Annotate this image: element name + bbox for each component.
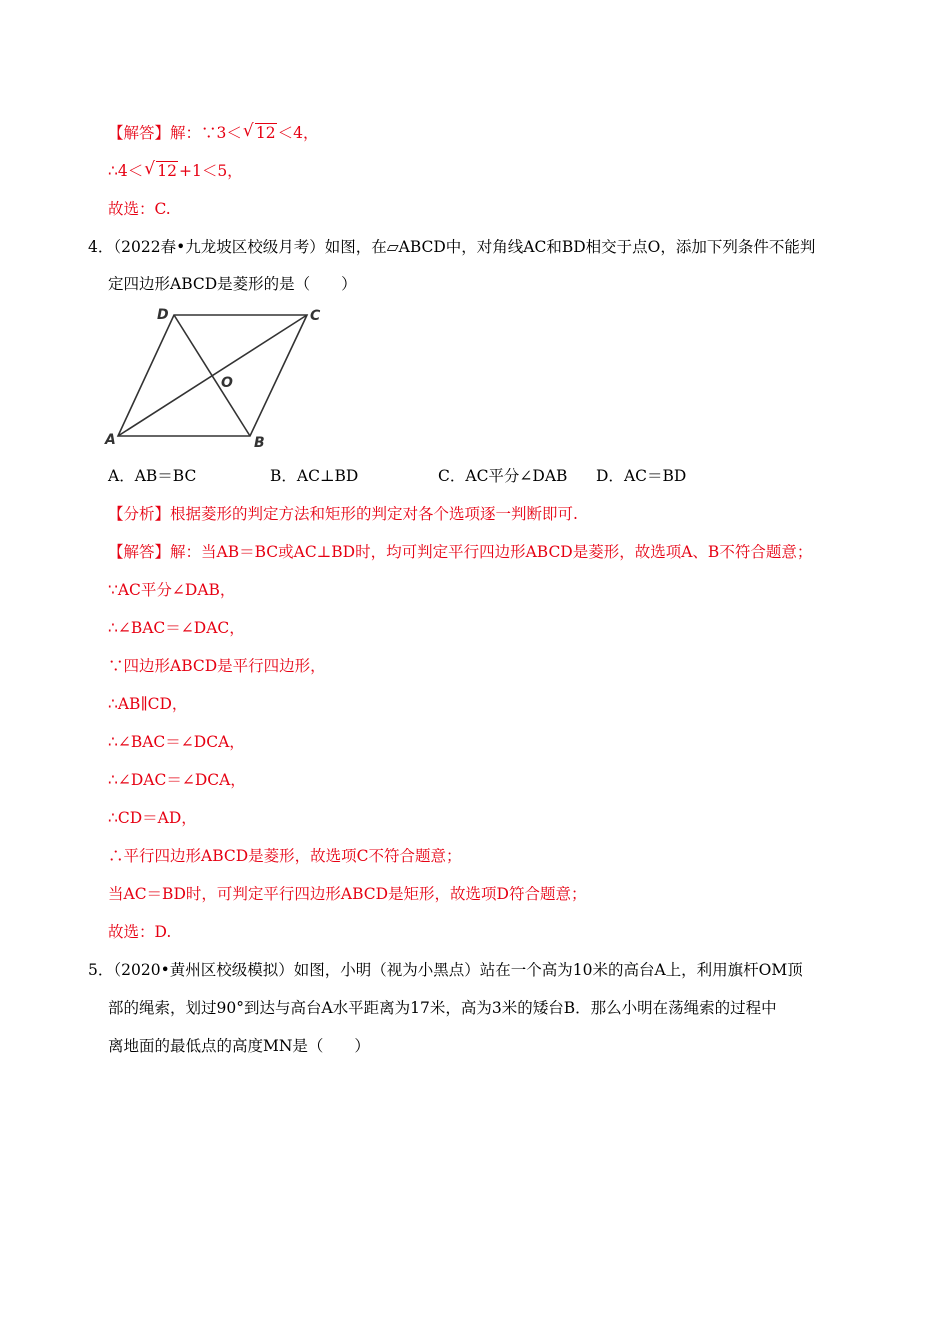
q5-stem-line-3: 离地面的最低点的高度MN是（ ） bbox=[108, 1037, 370, 1055]
prev-answer-line-1: 【解答】解：∵3＜ √ 12 ＜4， bbox=[108, 121, 318, 145]
q4-solution-line: ∵AC平分∠DAB， bbox=[108, 581, 236, 599]
label-a: A bbox=[105, 432, 116, 448]
sqrt-expression: √ 12 bbox=[242, 121, 276, 142]
q4-solution-line: ∴平行四边形ABCD是菱形，故选项C不符合题意； bbox=[108, 847, 462, 865]
option-a[interactable]: A．AB＝BC bbox=[108, 467, 197, 485]
option-d[interactable]: D．AC＝BD bbox=[596, 467, 687, 485]
q4-solution-line: ∴∠BAC＝∠DAC， bbox=[108, 619, 245, 637]
prev-answer-choice: 故选：C. bbox=[108, 200, 171, 218]
prev-answer-line-2: ∴4＜ √ 12 +1＜5， bbox=[108, 159, 243, 183]
sqrt-expression: √ 12 bbox=[144, 159, 177, 180]
q4-analysis: 【分析】根据菱形的判定方法和矩形的判定对各个选项逐一判断即可. bbox=[108, 505, 578, 523]
q4-stem-line-2: 定四边形ABCD是菱形的是（ ） bbox=[108, 275, 357, 293]
q4-solution-line: 当AC＝BD时，可判定平行四边形ABCD是矩形，故选项D符合题意； bbox=[108, 885, 587, 903]
q4-solution-line: 【解答】解：当AB＝BC或AC⊥BD时，均可判定平行四边形ABCD是菱形，故选项A、B不符合题意； bbox=[108, 543, 813, 561]
q5-stem-line-1: 5．（2020•黄州区校级模拟）如图，小明（视为小黑点）站在一个高为10米的高台A上，利用旗杆OM顶 bbox=[88, 961, 803, 979]
q4-solution-line: ∴AB∥CD， bbox=[108, 695, 188, 713]
q5-number: 5． bbox=[88, 961, 114, 979]
label-b: B bbox=[254, 435, 265, 451]
q4-solution-line: ∵四边形ABCD是平行四边形， bbox=[108, 657, 326, 675]
label-c: C bbox=[310, 308, 321, 324]
parallelogram-diagram bbox=[104, 302, 334, 452]
q4-solution-line: ∴∠BAC＝∠DCA， bbox=[108, 733, 245, 751]
diagonal-bd bbox=[174, 315, 250, 436]
q4-stem-line-1: 4．（2022春•九龙坡区校级月考）如图，在▱ABCD中，对角线AC和BD相交于点O，添加下列条件不能判 bbox=[88, 238, 816, 256]
q4-number: 4． bbox=[88, 238, 114, 256]
q4-answer-choice: 故选：D. bbox=[108, 923, 172, 941]
q4-solution-line: ∴CD＝AD， bbox=[108, 809, 197, 827]
label-o: O bbox=[221, 375, 233, 391]
option-b[interactable]: B．AC⊥BD bbox=[270, 467, 359, 485]
option-c[interactable]: C．AC平分∠DAB bbox=[438, 467, 568, 485]
q5-stem-line-2: 部的绳索，划过90°到达与高台A水平距离为17米，高为3米的矮台B．那么小明在荡绳索的过程中 bbox=[108, 999, 777, 1017]
q4-solution-line: ∴∠DAC＝∠DCA， bbox=[108, 771, 246, 789]
label-d: D bbox=[157, 307, 169, 323]
